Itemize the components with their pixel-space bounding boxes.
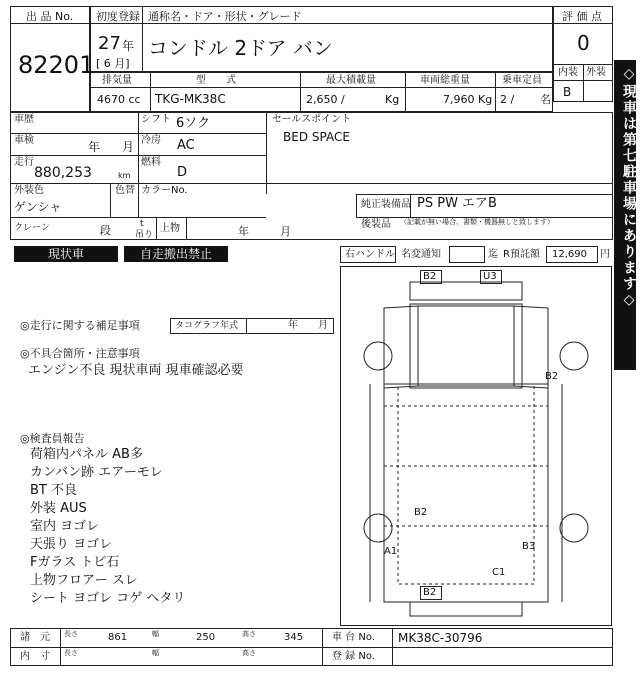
lot-number: 82201 (18, 51, 95, 79)
truck-diagram (340, 266, 612, 626)
inspector-line: 天張り ヨゴレ (30, 537, 113, 552)
lift-year: 年 (238, 225, 249, 238)
no-self-drive-badge: 自走搬出禁止 (124, 246, 228, 262)
color-code-label: カラーNo. (141, 185, 188, 196)
inspection-label: 車検 (14, 135, 34, 146)
damage-mark-label: C1 (492, 567, 506, 578)
load-unit: Kg (385, 93, 400, 106)
current-state-badge: 現状車 (14, 246, 118, 262)
inspector-line: 上物フロアー スレ (30, 573, 138, 588)
equip-label: 純正装備品 (361, 199, 411, 210)
damage-mark-label: B2 (423, 587, 437, 598)
crane-label: クレーン (14, 223, 50, 233)
capacity: 2 / (500, 93, 515, 106)
color-label: 外装色 (14, 185, 44, 196)
height-value: 345 (284, 632, 304, 643)
aftermarket-label: 後装品 (361, 219, 391, 230)
mileage-unit: km (118, 171, 131, 180)
deadline-label: 迄 (488, 249, 498, 260)
capacity-unit: 名 (540, 93, 551, 106)
reg-year: 27 (98, 33, 121, 54)
inspector-line: 荷箱内パネル AB多 (30, 447, 143, 462)
ac-label: 冷房 (141, 135, 161, 146)
damage-mark-label: B3 (522, 541, 536, 552)
capacity-label: 乗車定員 (502, 75, 542, 86)
exterior-label: 外装 (586, 67, 606, 78)
yen-label: 円 (600, 249, 610, 260)
displacement: 4670 cc (97, 93, 141, 106)
name-change-box (449, 246, 485, 263)
equipment: PS PW エアB (417, 196, 497, 211)
reg-label: 初度登録 (96, 10, 140, 23)
inner-length-label: 長さ (64, 649, 78, 657)
mileage-value: 880,253 (34, 165, 92, 181)
reg-no-label: 登 録 No. (332, 651, 375, 662)
year-unit: 年 (122, 39, 135, 53)
r-tax-value: 12,690 (552, 249, 587, 260)
inspector-line: カンバン跡 エアーモレ (30, 465, 163, 480)
fuel-value: D (177, 165, 188, 180)
driving-notes-label: ◎走行に関する補足事項 (20, 319, 140, 332)
model-name: コンドル 2ドア バン (148, 36, 333, 60)
lot-label: 出 品 No. (26, 10, 74, 23)
grade-label: 評 価 点 (562, 10, 602, 23)
sales-label: セールスポイント (272, 114, 352, 125)
color-change-label: 色替 (115, 185, 135, 196)
inspector-line: シート ヨゴレ コゲ ヘタリ (30, 591, 186, 606)
tacho-year: 年 (288, 320, 298, 331)
color-value: ゲンシャ (14, 200, 62, 214)
inspection-year: 年 (88, 140, 101, 154)
gross: 7,960 Kg (443, 93, 493, 106)
inner-width-label: 幅 (152, 649, 159, 657)
interior-grade: B (563, 85, 572, 99)
defect-label: ◎不具合箇所・注意事項 (20, 347, 140, 360)
tacho-label: タコグラフ年式 (175, 321, 239, 331)
width-label: 幅 (152, 630, 159, 638)
inspector-line: Fガラス トビ石 (30, 555, 120, 570)
ac-value: AC (177, 138, 195, 153)
lift-month: 月 (280, 225, 291, 238)
displacement-label: 排気量 (102, 75, 132, 86)
width-value: 250 (196, 632, 216, 643)
length-value: 861 (108, 632, 128, 643)
inspection-month: 月 (122, 140, 135, 154)
model-label: 通称名・ドア・形状・グレード (148, 10, 302, 23)
sales-point: BED SPACE (283, 130, 350, 144)
inspector-line: 室内 ヨゴレ (30, 519, 100, 534)
grade-value: 0 (577, 31, 590, 55)
aftermarket-note: （記載が無い場合、書類・機器無しと致します） (400, 218, 554, 226)
history-label: 車歴 (14, 114, 34, 125)
damage-mark-label: A1 (384, 546, 398, 557)
chassis-label: 車 台 No. (332, 632, 375, 643)
crane-stage: 段 (100, 224, 111, 237)
crane-hook: 吊り (135, 230, 154, 240)
name-change-label: 名変通知 (401, 249, 441, 260)
r-tax-label: R預託額 (503, 249, 540, 260)
damage-mark-label: B2 (545, 371, 559, 382)
side-banner-text: ◇現車は第七駐車場にあります◇ (621, 66, 637, 310)
gross-label: 車両総重量 (420, 75, 470, 86)
rhd-label: 右ハンドル (345, 249, 395, 260)
height-label: 高さ (242, 630, 256, 638)
fuel-label: 燃料 (141, 157, 161, 168)
length-label: 長さ (64, 630, 78, 638)
inspector-label: ◎検査員報告 (20, 432, 85, 445)
model-code: TKG-MK38C (155, 92, 226, 106)
damage-mark-label: B2 (414, 507, 428, 518)
lift-label: 上物 (160, 223, 180, 234)
reg-month: [ 6 月] (96, 57, 130, 70)
shift-value: 6ソク (176, 116, 211, 131)
inspector-line: 外装 AUS (30, 501, 87, 516)
damage-mark-label: U3 (483, 271, 497, 282)
inner-height-label: 高さ (242, 649, 256, 657)
mileage-label: 走行 (14, 157, 34, 168)
crane-t: t (140, 219, 144, 229)
inspector-line: BT 不良 (30, 483, 77, 498)
load: 2,650 / (306, 93, 345, 106)
shift-label: シフト (141, 114, 171, 125)
defect-text: エンジン不良 現状車両 現車確認必要 (28, 363, 244, 378)
inner-dims-label: 内 寸 (20, 651, 50, 662)
load-label: 最大積載量 (326, 75, 376, 86)
dims-label: 諸 元 (20, 632, 50, 643)
interior-label: 内装 (558, 67, 578, 78)
tacho-month: 月 (318, 320, 328, 331)
type-label: 型 式 (196, 75, 236, 86)
chassis-value: MK38C-30796 (398, 631, 483, 645)
damage-mark-label: B2 (423, 271, 437, 282)
